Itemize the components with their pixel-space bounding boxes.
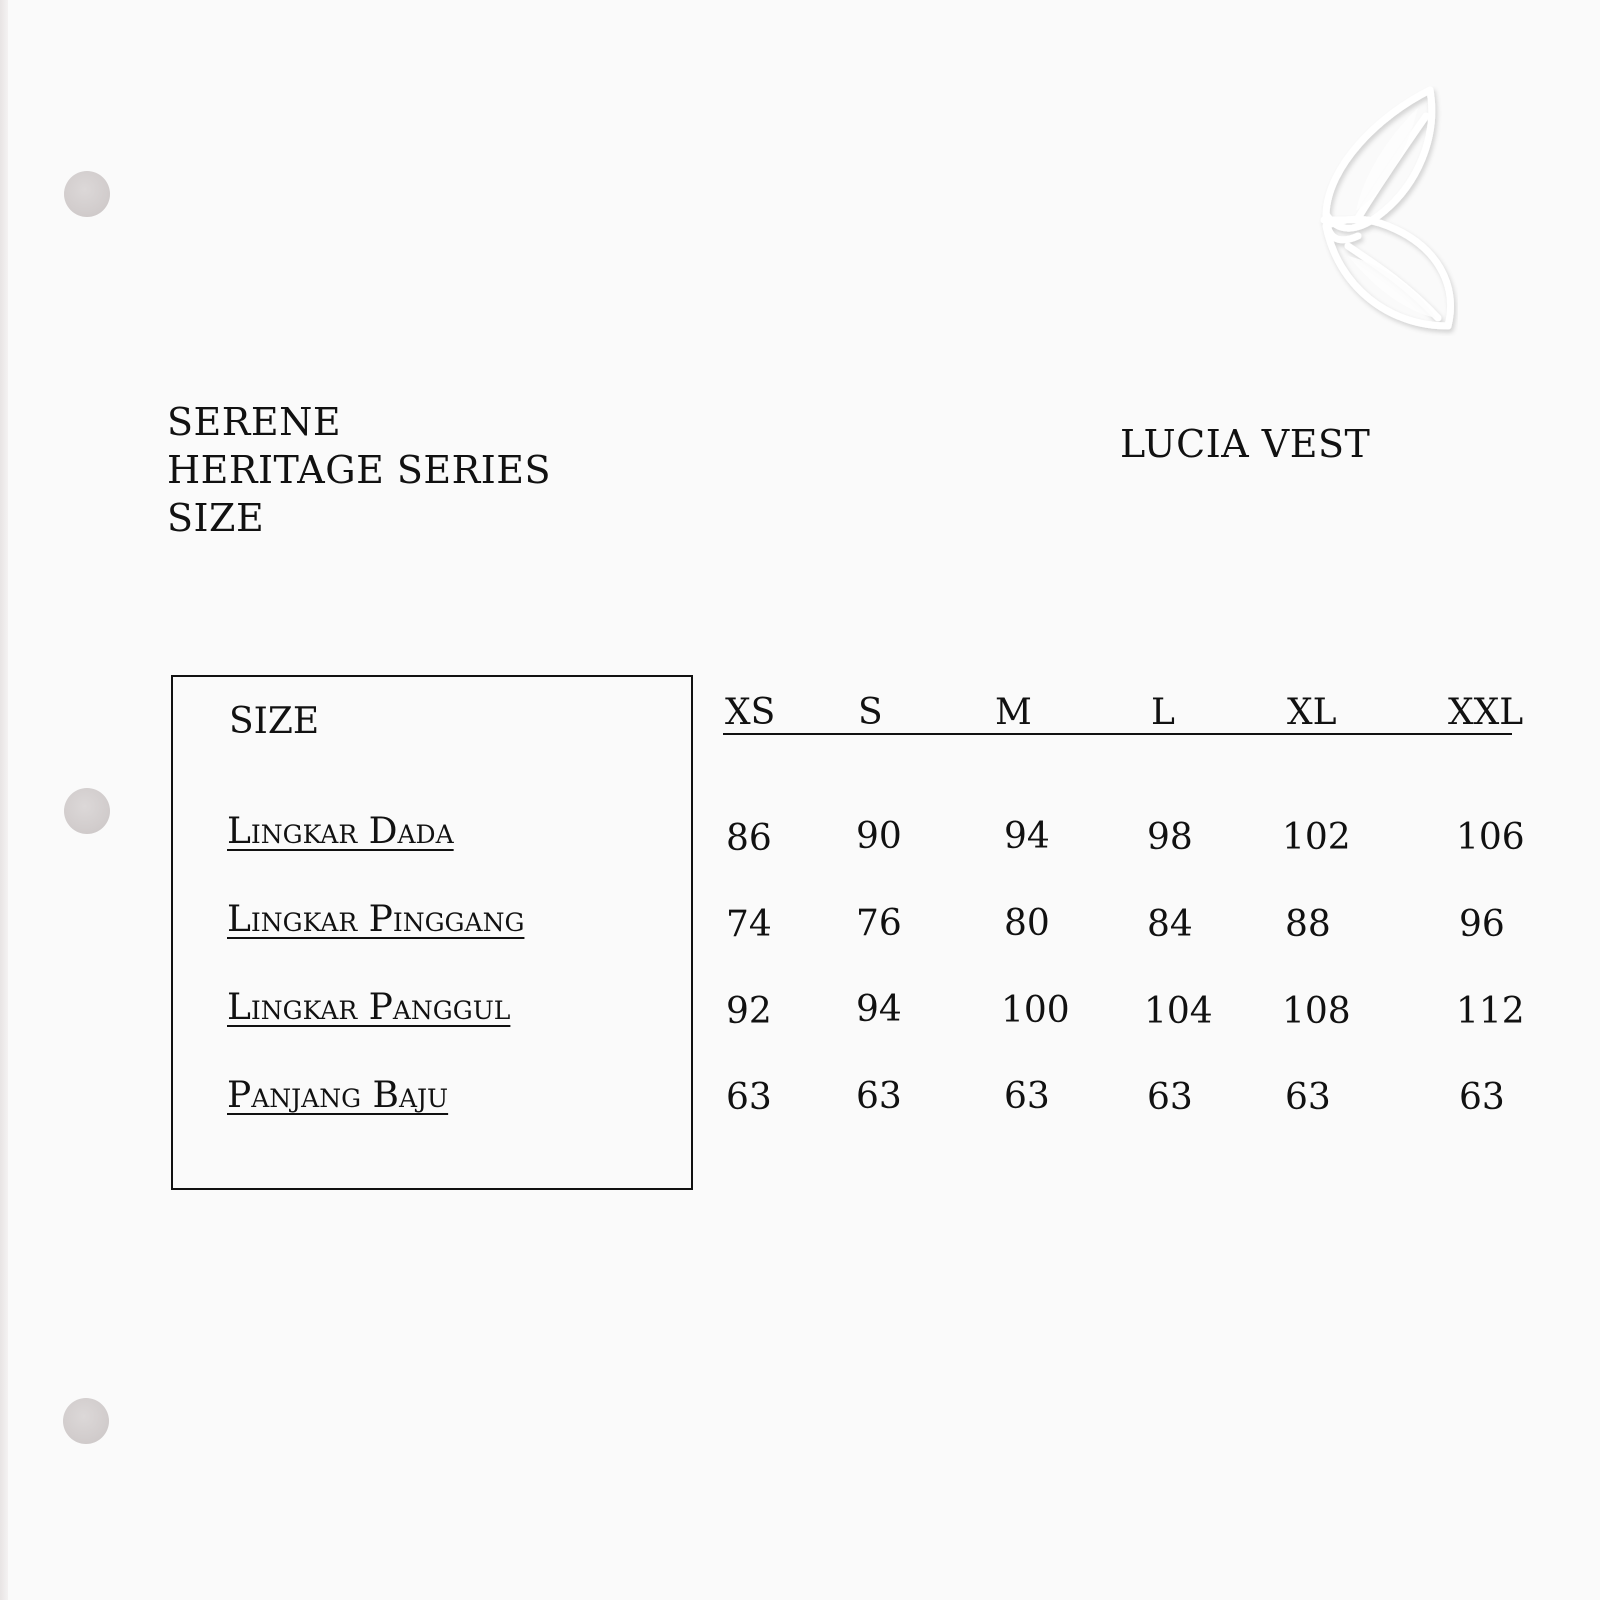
cell-lingkar-pinggang-xxl: 96 — [1459, 904, 1505, 945]
size-header-s: S — [858, 692, 883, 733]
binder-hole — [64, 788, 110, 834]
paper-edge — [0, 0, 8, 1600]
size-header-l: L — [1151, 692, 1175, 733]
product-name: LUCIA VEST — [1120, 422, 1371, 466]
cell-lingkar-pinggang-l: 84 — [1147, 904, 1193, 945]
cell-panjang-baju-xxl: 63 — [1459, 1077, 1505, 1118]
cell-panjang-baju-m: 63 — [1004, 1076, 1050, 1117]
cell-lingkar-panggul-s: 94 — [856, 989, 902, 1030]
cell-lingkar-dada-xxl: 106 — [1456, 817, 1525, 858]
cell-lingkar-panggul-l: 104 — [1144, 991, 1213, 1032]
cell-lingkar-panggul-xxl: 112 — [1456, 991, 1525, 1032]
size-header-xxl: XXL — [1448, 692, 1524, 733]
cell-panjang-baju-s: 63 — [856, 1076, 902, 1117]
cell-lingkar-panggul-m: 100 — [1001, 990, 1070, 1031]
box-title: SIZE — [229, 701, 320, 742]
cell-panjang-baju-xs: 63 — [726, 1077, 772, 1118]
brand-name: SERENE — [167, 400, 342, 444]
size-header-xl: XL — [1287, 692, 1337, 733]
row-label-panjang-baju: Panjang Baju — [227, 1075, 449, 1116]
cell-panjang-baju-l: 63 — [1147, 1077, 1193, 1118]
row-label-lingkar-panggul: Lingkar Panggul — [227, 987, 511, 1028]
series-name: HERITAGE SERIES — [167, 448, 552, 492]
brand-block — [167, 398, 551, 542]
cell-lingkar-pinggang-m: 80 — [1004, 903, 1050, 944]
cell-lingkar-pinggang-xl: 88 — [1285, 904, 1331, 945]
cell-lingkar-dada-m: 94 — [1004, 816, 1050, 857]
size-header-row — [723, 692, 1524, 735]
row-label-lingkar-dada: Lingkar Dada — [227, 811, 454, 852]
binder-hole — [64, 171, 110, 217]
cell-lingkar-dada-s: 90 — [856, 816, 902, 857]
row-label-lingkar-pinggang: Lingkar Pinggang — [227, 899, 525, 940]
embossed-leaf-logo-icon — [1318, 86, 1458, 336]
size-header-xs: XS — [725, 692, 776, 733]
cell-lingkar-panggul-xl: 108 — [1282, 991, 1351, 1032]
cell-lingkar-dada-l: 98 — [1147, 817, 1193, 858]
cell-lingkar-dada-xs: 86 — [726, 818, 772, 859]
cell-panjang-baju-xl: 63 — [1285, 1077, 1331, 1118]
size-header-m: M — [995, 692, 1032, 733]
measurement-label-box — [171, 675, 693, 1190]
binder-hole — [63, 1398, 109, 1444]
cell-lingkar-dada-xl: 102 — [1282, 817, 1351, 858]
cell-lingkar-pinggang-xs: 74 — [726, 904, 772, 945]
cell-lingkar-pinggang-s: 76 — [856, 903, 902, 944]
cell-lingkar-panggul-xs: 92 — [726, 991, 772, 1032]
doc-type: SIZE — [167, 496, 265, 540]
